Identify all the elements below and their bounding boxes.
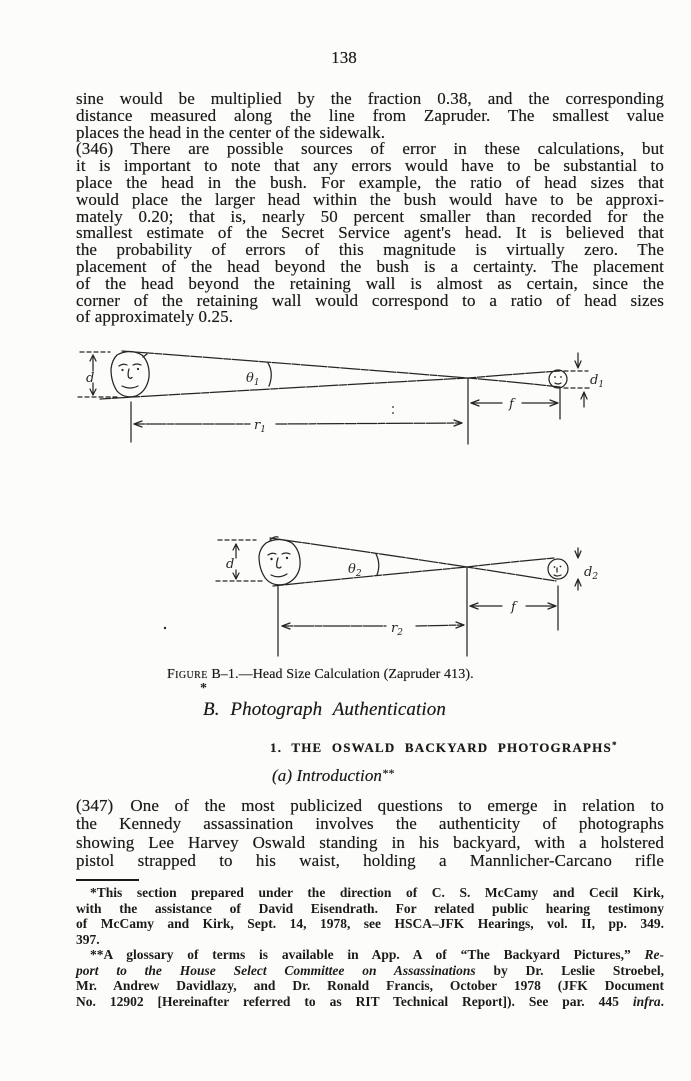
footnote-rule [76, 879, 139, 881]
scan-speck [392, 406, 394, 414]
subject-head-sketch [111, 352, 149, 397]
label-r2: $r_2$ [391, 621, 403, 638]
image-head-sketch [548, 559, 568, 579]
image-dimension-d1 [564, 353, 592, 407]
light-rays [100, 351, 560, 399]
subsection-number: 1. [270, 740, 283, 755]
head-size-diagram-1 [70, 345, 670, 459]
label-d2: $d_2$ [584, 565, 599, 582]
distance-r2 [278, 586, 464, 656]
figure-caption-label: Figure [167, 667, 208, 682]
focal-length-f [471, 387, 560, 419]
footnote-marker-2: ** [382, 766, 394, 780]
intro-title: (a) Introduction [272, 766, 383, 785]
label-d: d [86, 371, 95, 386]
scan-speck [164, 627, 166, 629]
footnote-marker-1: * [611, 740, 617, 750]
label-d: d [226, 557, 235, 572]
figure-caption-text: B–1.—Head Size Calculation (Zapruder 413). [207, 667, 474, 682]
section-heading: B. Photograph Authentication [203, 699, 446, 720]
page-number: 138 [331, 48, 357, 67]
object-dimension-d [78, 352, 118, 397]
subsection-title: THE OSWALD BACKYARD PHOTOGRAPHS [291, 740, 612, 755]
angle-arc [376, 554, 379, 575]
footnote-2: **A glossary of terms is available in App. A of “The Backyard Pictures,” Re- port to the House Select Committee on Assassinations by Dr. Leslie Stroebel, Mr. Andrew Davidlazy, and Dr. Ronald Francis, October 1978 (JFK Document No. 12902 [Hereinafter referred to as RIT Technical Report]). See par. 445 infra. [76, 947, 665, 1009]
image-dimension-d2 [575, 548, 581, 590]
figure-caption [167, 667, 474, 683]
body-paragraphs: sine would be multiplied by the fraction 0.38, and the corresponding distance measured along the line from Zapruder. The smallest value places the head in the center of the sidewalk. (346) There are possible sources of error in these calculations, but it is important to note that any errors would have to be substantial to place the head in the bush. For example, the ratio of head sizes that would place the larger head within the bush would have to be approxi- mately 0.20; that is, nearly 50 percent smaller than recorded for the smallest estimate of the Secret Service agent's head. It is believed that the probability of errors of this magnitude is virtually zero. The placement of the head beyond the bush is a certainty. The placement of the head beyond the retaining wall is almost as certain, since the corner of the retaining wall would correspond to a ratio of head sizes of approximately 0.25. [76, 89, 664, 327]
angle-arc [268, 363, 271, 386]
label-d1: $d_1$ [590, 373, 605, 390]
subsection-heading [270, 740, 616, 756]
label-r1: $r_1$ [254, 418, 266, 435]
label-theta1: $\theta_1$ [246, 371, 260, 388]
label-theta2: $\theta_2$ [348, 562, 362, 579]
footnote-1: *This section prepared under the direction of C. S. McCamy and Cecil Kirk, with the assistance of David Eisendrath. For related public hearing testimony of McCamy and Kirk, Sept. 14, 1978, see HSCA–JFK Hearings, vol. II, pp. 349. 397. [76, 885, 664, 947]
paragraph-347: (347) One of the most publicized questions to emerge in relation to the Kennedy assassination involves the authenticity of photographs showing Lee Harvey Oswald standing in his backyard, with a holstered pistol strapped to his waist, holding a Mannlicher-Carcano rifle [76, 796, 664, 871]
distance-r1 [131, 402, 462, 442]
image-head-sketch [549, 370, 567, 388]
object-dimension-d [216, 540, 262, 581]
stray-asterisk-mark: * [200, 681, 207, 696]
label-f1: f [509, 397, 514, 412]
light-rays [270, 538, 556, 586]
subject-head-sketch [259, 537, 300, 585]
intro-heading [272, 766, 394, 786]
label-f2: f [511, 600, 516, 615]
head-size-diagram-2 [150, 518, 650, 666]
